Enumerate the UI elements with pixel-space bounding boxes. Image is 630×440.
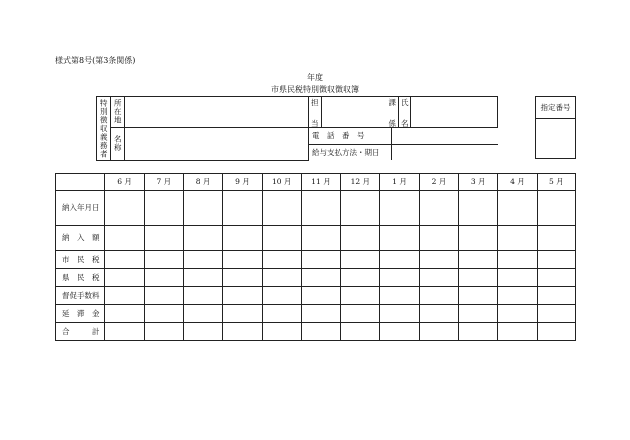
ledger-cell[interactable]	[380, 305, 419, 323]
designated-number-label: 指定番号	[540, 102, 571, 112]
table-row	[56, 323, 576, 341]
table-row	[56, 305, 576, 323]
ledger-cell[interactable]	[144, 191, 183, 226]
name-field[interactable]	[125, 128, 309, 161]
person-label-1: 担	[311, 98, 319, 107]
ledger-cell[interactable]	[380, 323, 419, 341]
ledger-cell[interactable]	[183, 191, 222, 226]
ledger-cell[interactable]	[301, 287, 340, 305]
month-header: 4 月	[498, 174, 537, 191]
month-header: 2 月	[419, 174, 458, 191]
ledger-cell[interactable]	[459, 226, 498, 251]
section-label-2: 係	[388, 118, 396, 128]
row-label: 督促手数料	[56, 287, 105, 305]
ledger-cell[interactable]	[262, 305, 301, 323]
ledger-cell[interactable]	[262, 226, 301, 251]
ledger-cell[interactable]	[223, 287, 262, 305]
payment-label-cell	[309, 144, 391, 160]
month-header-row	[56, 174, 576, 191]
ledger-cell[interactable]	[419, 269, 458, 287]
ledger-cell[interactable]	[301, 305, 340, 323]
ledger-cell[interactable]	[105, 323, 144, 341]
ledger-cell[interactable]	[223, 323, 262, 341]
ledger-cell[interactable]	[537, 191, 575, 226]
ledger-cell[interactable]	[223, 269, 262, 287]
payment-label: 給与支払方法・期日	[312, 147, 380, 157]
ledger-cell[interactable]	[341, 287, 380, 305]
ledger-cell[interactable]	[105, 251, 144, 269]
ledger-cell[interactable]	[105, 305, 144, 323]
ledger-cell[interactable]	[498, 191, 537, 226]
ledger-cell[interactable]	[183, 305, 222, 323]
payment-field[interactable]	[391, 144, 498, 160]
person-name-field[interactable]	[411, 97, 498, 128]
section-label-1: 課	[388, 98, 396, 107]
row-label: 合 計	[56, 323, 105, 341]
ledger-cell[interactable]	[419, 226, 458, 251]
month-header: 12 月	[341, 174, 380, 191]
ledger-cell[interactable]	[380, 226, 419, 251]
monthly-ledger-table	[55, 173, 576, 341]
ledger-cell[interactable]	[183, 287, 222, 305]
ledger-cell[interactable]	[301, 269, 340, 287]
ledger-cell[interactable]	[537, 287, 575, 305]
month-header: 10 月	[262, 174, 301, 191]
ledger-cell[interactable]	[498, 323, 537, 341]
name-label-cell	[111, 128, 125, 161]
shimei-label-2: 名	[401, 118, 409, 128]
month-header: 6 月	[105, 174, 144, 191]
ledger-cell[interactable]	[380, 251, 419, 269]
ledger-cell[interactable]	[144, 269, 183, 287]
ledger-cell[interactable]	[459, 191, 498, 226]
ledger-cell[interactable]	[223, 191, 262, 226]
ledger-cell[interactable]	[183, 269, 222, 287]
section-field[interactable]	[322, 97, 399, 128]
row-label: 納 入 額	[56, 226, 105, 251]
ledger-cell[interactable]	[459, 251, 498, 269]
ledger-cell[interactable]	[380, 191, 419, 226]
ledger-cell[interactable]	[144, 251, 183, 269]
ledger-cell[interactable]	[341, 191, 380, 226]
ledger-cell[interactable]	[380, 269, 419, 287]
name-label: 名称	[113, 135, 123, 153]
ledger-cell[interactable]	[341, 226, 380, 251]
ledger-cell[interactable]	[144, 305, 183, 323]
corner-cell	[56, 174, 105, 191]
ledger-cell[interactable]	[262, 251, 301, 269]
ledger-cell[interactable]	[183, 251, 222, 269]
ledger-cell[interactable]	[105, 287, 144, 305]
document-title: 市県民税特別徴収徴収簿	[271, 85, 359, 94]
ledger-cell[interactable]	[459, 269, 498, 287]
obligor-side-label: 特別徴収義務者	[99, 98, 109, 158]
address-label: 所在地	[113, 99, 123, 125]
ledger-cell[interactable]	[105, 269, 144, 287]
address-field[interactable]	[125, 97, 309, 128]
ledger-cell[interactable]	[419, 191, 458, 226]
ledger-cell[interactable]	[498, 305, 537, 323]
ledger-cell[interactable]	[537, 305, 575, 323]
ledger-cell[interactable]	[262, 191, 301, 226]
ledger-cell[interactable]	[498, 251, 537, 269]
ledger-cell[interactable]	[183, 323, 222, 341]
ledger-cell[interactable]	[183, 226, 222, 251]
ledger-cell[interactable]	[301, 251, 340, 269]
ledger-cell[interactable]	[419, 251, 458, 269]
month-header: 7 月	[144, 174, 183, 191]
month-header: 9 月	[223, 174, 262, 191]
ledger-cell[interactable]	[341, 323, 380, 341]
phone-label-cell	[309, 128, 391, 144]
ledger-cell[interactable]	[144, 323, 183, 341]
ledger-cell[interactable]	[537, 269, 575, 287]
table-row	[56, 287, 576, 305]
shimei-label-1: 氏	[401, 98, 409, 107]
ledger-cell[interactable]	[459, 305, 498, 323]
row-label: 県 民 税	[56, 269, 105, 287]
month-header: 1 月	[380, 174, 419, 191]
ledger-cell[interactable]	[380, 287, 419, 305]
row-label: 市 民 税	[56, 251, 105, 269]
ledger-cell[interactable]	[223, 305, 262, 323]
table-row	[56, 269, 576, 287]
ledger-cell[interactable]	[498, 287, 537, 305]
month-header: 8 月	[183, 174, 222, 191]
row-label: 延 滞 金	[56, 305, 105, 323]
ledger-cell[interactable]	[419, 305, 458, 323]
ledger-cell[interactable]	[459, 287, 498, 305]
designated-number-label-cell	[536, 97, 576, 119]
month-header: 11 月	[301, 174, 340, 191]
designated-number-table	[535, 96, 576, 159]
ledger-cell[interactable]	[105, 191, 144, 226]
ledger-cell[interactable]	[144, 287, 183, 305]
ledger-cell[interactable]	[301, 323, 340, 341]
ledger-cell[interactable]	[498, 226, 537, 251]
ledger-cell[interactable]	[223, 251, 262, 269]
ledger-cell[interactable]	[419, 323, 458, 341]
contact-subtable	[309, 128, 498, 160]
ledger-cell[interactable]	[459, 323, 498, 341]
ledger-cell[interactable]	[419, 287, 458, 305]
ledger-cell[interactable]	[301, 191, 340, 226]
ledger-cell[interactable]	[341, 269, 380, 287]
address-label-cell	[111, 97, 125, 128]
month-header: 5 月	[537, 174, 575, 191]
form-id-label: 様式第8号(第3条関係)	[55, 56, 136, 65]
person-label-cell	[309, 97, 322, 128]
row-label: 納入年月日	[56, 191, 105, 226]
obligor-side-label-cell	[97, 97, 111, 161]
ledger-cell[interactable]	[262, 323, 301, 341]
ledger-cell[interactable]	[537, 251, 575, 269]
table-row	[56, 251, 576, 269]
ledger-cell[interactable]	[105, 226, 144, 251]
designated-number-field[interactable]	[536, 119, 576, 159]
ledger-cell[interactable]	[262, 287, 301, 305]
ledger-cell[interactable]	[262, 269, 301, 287]
ledger-cell[interactable]	[341, 305, 380, 323]
obligor-info-table	[96, 96, 498, 161]
person-label-2: 当	[311, 118, 319, 128]
phone-label: 電 話 番 号	[312, 131, 365, 140]
ledger-cell[interactable]	[537, 323, 575, 341]
ledger-cell[interactable]	[144, 226, 183, 251]
ledger-cell[interactable]	[223, 226, 262, 251]
table-row	[56, 226, 576, 251]
shimei-label-cell	[399, 97, 411, 128]
fiscal-year-label: 年度	[307, 73, 323, 82]
ledger-cell[interactable]	[498, 269, 537, 287]
table-row	[56, 191, 576, 226]
ledger-cell[interactable]	[301, 226, 340, 251]
month-header: 3 月	[459, 174, 498, 191]
contact-subtable-cell	[309, 128, 498, 161]
ledger-cell[interactable]	[341, 251, 380, 269]
phone-field[interactable]	[391, 128, 498, 144]
ledger-cell[interactable]	[537, 226, 575, 251]
